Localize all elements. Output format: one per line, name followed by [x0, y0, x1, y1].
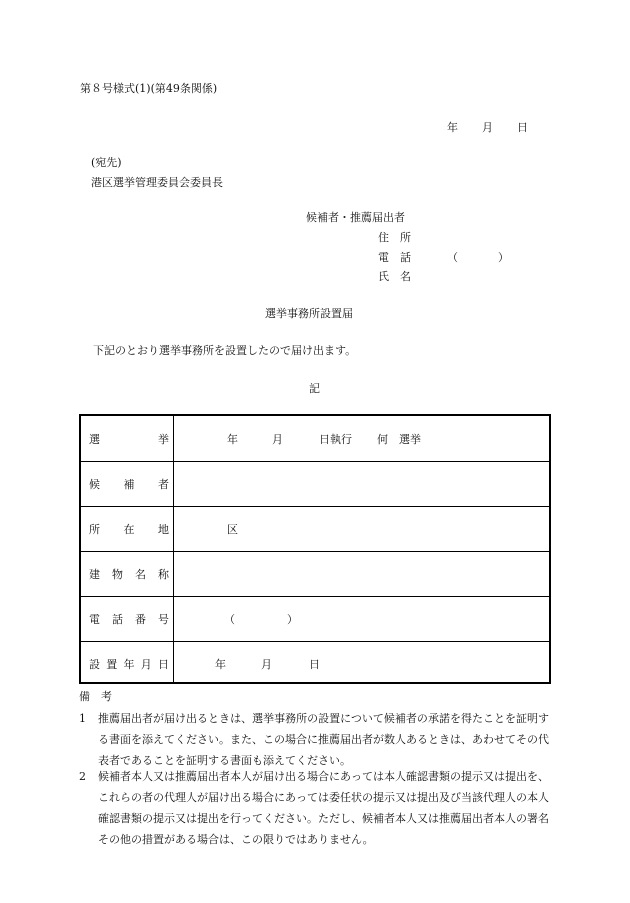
applicant-name-row: [378, 268, 411, 284]
election-month: 月: [272, 433, 283, 446]
label-char: 者: [158, 478, 169, 491]
applicant-phone-row: [378, 249, 509, 265]
label-char: 番: [135, 613, 146, 626]
label-char: 地: [158, 523, 169, 536]
name-label: 氏 名: [378, 270, 411, 283]
label-char: 候: [89, 478, 100, 491]
addressee-label: (宛先): [91, 156, 122, 169]
intro-text: 下記のとおり選挙事務所を設置したので届け出ます。: [93, 344, 357, 357]
addressee-name: 港区選挙管理委員会委員長: [91, 176, 223, 189]
label-char: 月: [140, 658, 152, 671]
label-char: 称: [158, 568, 169, 581]
date-month: 月: [482, 121, 493, 134]
row-label-building: [89, 566, 169, 582]
label-char: 在: [123, 523, 135, 536]
applicant-address-row: [378, 229, 411, 245]
label-char: 設: [89, 658, 100, 671]
phone-close: ）: [287, 613, 298, 626]
table-row-candidate: [81, 461, 549, 507]
location-ward: 区: [227, 523, 238, 536]
submission-date: [447, 119, 528, 135]
ki-heading: 記: [309, 382, 320, 395]
note-text: 推薦届出者が届け出るときは、選挙事務所の設置について候補者の承諾を得たことを証明する書面を添えてください。また、この場合に推薦届出者が数人あるときは、あわせてその代表者であることを証明する書面も添えてください。: [98, 712, 549, 767]
table-row-established-date: [81, 641, 549, 686]
note-item: [79, 766, 549, 850]
established-month: 月: [261, 658, 272, 671]
table-row-building: [81, 551, 549, 597]
row-label-phone: [89, 611, 169, 627]
label-char: 所: [89, 523, 100, 536]
label-char: 挙: [158, 433, 169, 446]
note-item: [79, 708, 549, 771]
election-year: 年: [227, 433, 238, 446]
note-number: 1: [79, 712, 86, 725]
document-title: 選挙事務所設置届: [265, 307, 353, 320]
election-day: 日執行: [319, 433, 352, 446]
election-name: 何 選挙: [377, 433, 421, 446]
details-table: [79, 414, 551, 684]
label-char: 話: [112, 613, 123, 626]
row-label-location: [89, 521, 169, 537]
phone-open: （: [224, 613, 235, 626]
label-char: 物: [112, 568, 123, 581]
applicant-title: 候補者・推薦届出者: [306, 211, 405, 224]
phone-open-paren: （: [447, 251, 458, 264]
label-char: 補: [123, 478, 135, 491]
form-number: 第８号様式(1)(第49条関係): [80, 82, 218, 95]
label-char: 置: [106, 658, 118, 671]
date-day: 日: [517, 121, 528, 134]
date-year: 年: [447, 121, 458, 134]
table-row-phone: [81, 596, 549, 642]
address-label: 住 所: [378, 231, 411, 244]
label-char: 建: [89, 568, 100, 581]
row-label-candidate: [89, 476, 169, 492]
note-text: 候補者本人又は推薦届出者本人が届け出る場合にあっては本人確認書類の提示又は提出を、これらの者の代理人が届け出る場合にあっては委任状の提示又は提出及び当該代理人の本人確認書類の提示又は提出を行ってください。ただし、候補者本人又は推薦届出者本人の署名その他の措置がある場合は、この限りではありません。: [98, 770, 549, 846]
established-year: 年: [215, 658, 226, 671]
notes-heading: 備 考: [79, 690, 112, 703]
phone-label: 電 話: [378, 251, 411, 264]
row-label-election: [89, 431, 169, 447]
label-char: 名: [135, 568, 146, 581]
table-row-election: [81, 416, 549, 462]
phone-close-paren: ）: [498, 251, 509, 264]
table-row-location: [81, 506, 549, 552]
row-label-established-date: [89, 656, 169, 672]
note-number: 2: [79, 770, 86, 783]
label-char: 年: [123, 658, 135, 671]
label-char: 日: [158, 658, 169, 671]
label-char: 号: [158, 613, 169, 626]
label-char: 選: [89, 433, 100, 446]
label-char: 電: [89, 613, 100, 626]
established-day: 日: [309, 658, 320, 671]
